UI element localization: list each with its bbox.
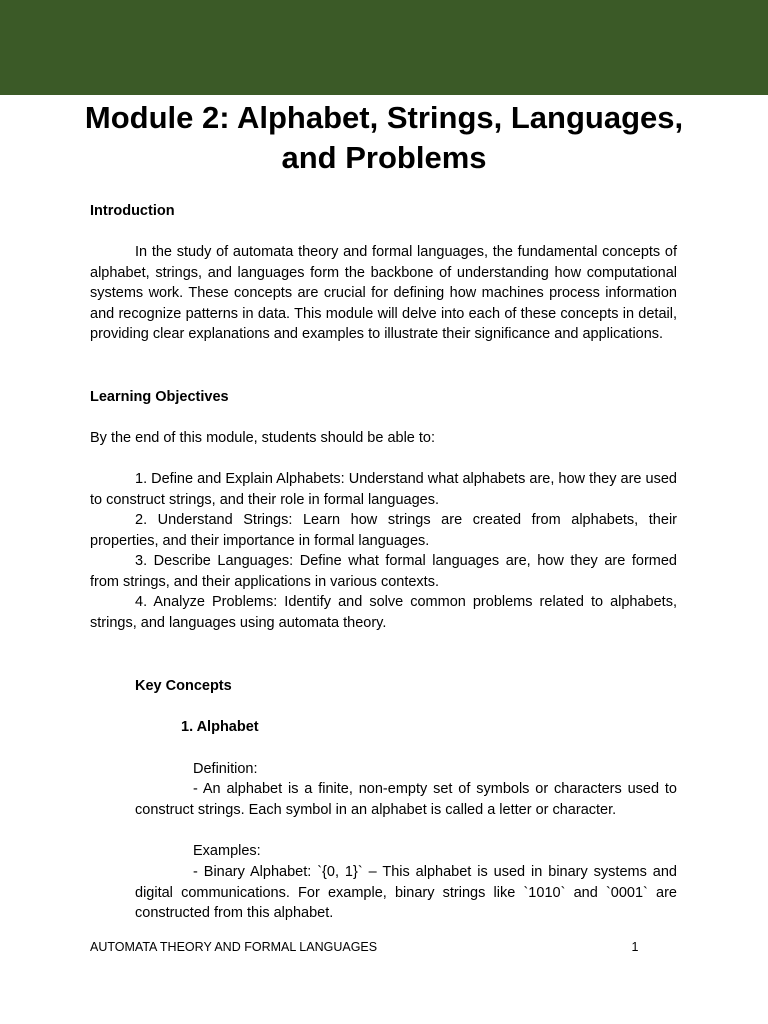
objectives-lead: By the end of this module, students should be able to: [90, 430, 436, 446]
introduction-heading: Introduction [90, 203, 175, 219]
objective-item: 3. Describe Languages: Define what formal languages are, how they are formed from strings, and their applications in various contexts. [90, 553, 677, 590]
footer-page-number: 1 [631, 940, 639, 954]
examples-label: Examples: [193, 843, 261, 859]
learning-objectives-heading: Learning Objectives [90, 389, 229, 405]
page-title: Module 2: Alphabet, Strings, Languages, and Problems [84, 100, 684, 175]
key-concepts-heading: Key Concepts [135, 678, 232, 694]
example-text: - Binary Alphabet: `{0, 1}` – This alphabet is used in binary systems and digital communications. For example, binary strings like `1010` and `0001` are constructed from this alphabet. [135, 864, 677, 922]
header-band [0, 0, 768, 95]
objective-item: 1. Define and Explain Alphabets: Understand what alphabets are, how they are used to construct strings, and their role in formal languages. [90, 471, 677, 508]
alphabet-heading: 1. Alphabet [181, 719, 259, 735]
footer-course-title: AUTOMATA THEORY AND FORMAL LANGUAGES [90, 940, 378, 954]
objective-item: 2. Understand Strings: Learn how strings are created from alphabets, their properties, and their importance in formal languages. [90, 512, 677, 549]
definition-label: Definition: [193, 761, 258, 777]
objective-item: 4. Analyze Problems: Identify and solve common problems related to alphabets, strings, and languages using automata theory. [90, 594, 677, 631]
introduction-paragraph: In the study of automata theory and formal languages, the fundamental concepts of alphabet, strings, and languages form the backbone of understanding how computational systems work. These concepts are crucial for defining how machines process information and recognize patterns in data. This module will delve into each of these concepts in detail, providing clear explanations and examples to illustrate their significance and applications. [90, 244, 677, 343]
definition-text: - An alphabet is a finite, non-empty set of symbols or characters used to construct strings. Each symbol in an alphabet is called a letter or character. [135, 781, 677, 818]
